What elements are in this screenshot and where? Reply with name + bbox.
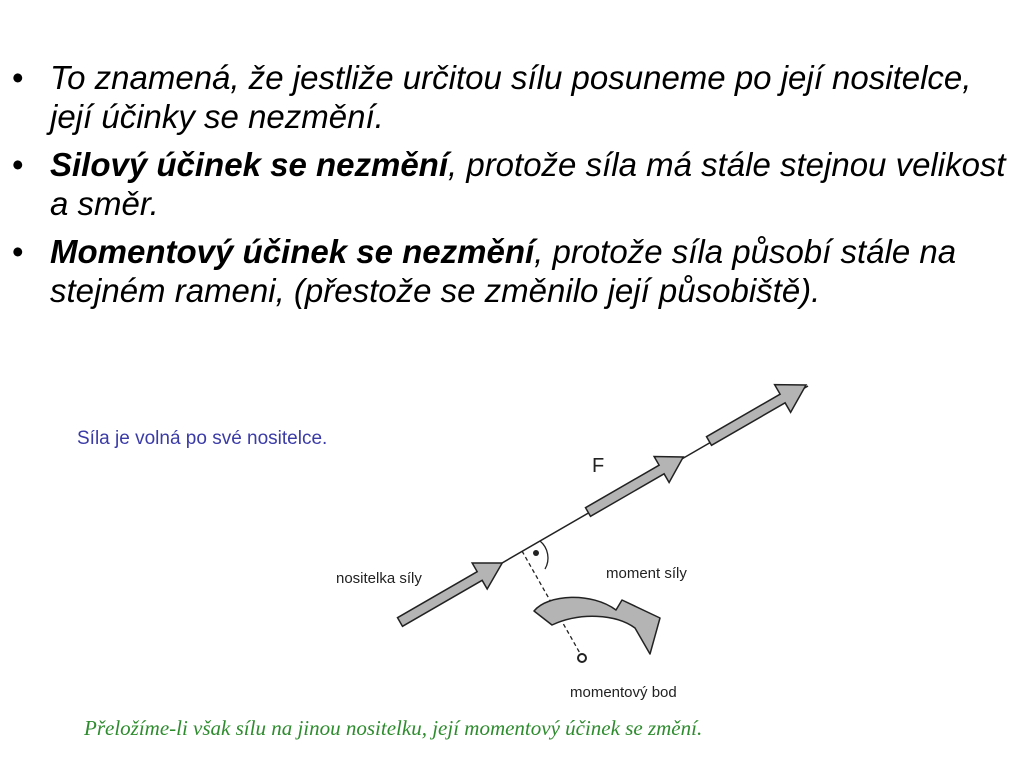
footer-note: Přeložíme-li však sílu na jinou nositelku, její momentový účinek se změní. bbox=[84, 716, 703, 740]
diagram-caption: Síla je volná po své nositelce. bbox=[77, 428, 328, 449]
force-label: F bbox=[592, 455, 605, 477]
bullet-text: , protože síla má stále stejnou velikost a směr. bbox=[50, 146, 1006, 222]
bullet-dot: • bbox=[12, 233, 24, 270]
line-of-action-label: nositelka síly bbox=[336, 570, 422, 587]
force-arrow-lower bbox=[393, 550, 510, 635]
force-arrow-upper bbox=[701, 371, 814, 455]
moment-label: moment síly bbox=[606, 565, 687, 582]
bullet-dot: • bbox=[12, 146, 24, 183]
bullet-bold: Momentový účinek se nezmění bbox=[50, 233, 535, 270]
bullet-text: To znamená, že jestliže určitou sílu posuneme po její nositelce, její účinky se nezmění. bbox=[50, 59, 972, 135]
moment-point-label: momentový bod bbox=[570, 684, 677, 701]
moment-arrow bbox=[534, 597, 660, 654]
moment-point bbox=[578, 654, 586, 662]
right-angle-mark bbox=[540, 541, 548, 569]
bullet-text: , protože síla působí stále na stejném rameni, (přestože se změnilo její působiště). bbox=[50, 233, 957, 309]
bullet-dot: • bbox=[12, 59, 24, 96]
right-angle-dot bbox=[533, 550, 539, 556]
bullet-bold: Silový účinek se nezmění bbox=[50, 146, 448, 183]
